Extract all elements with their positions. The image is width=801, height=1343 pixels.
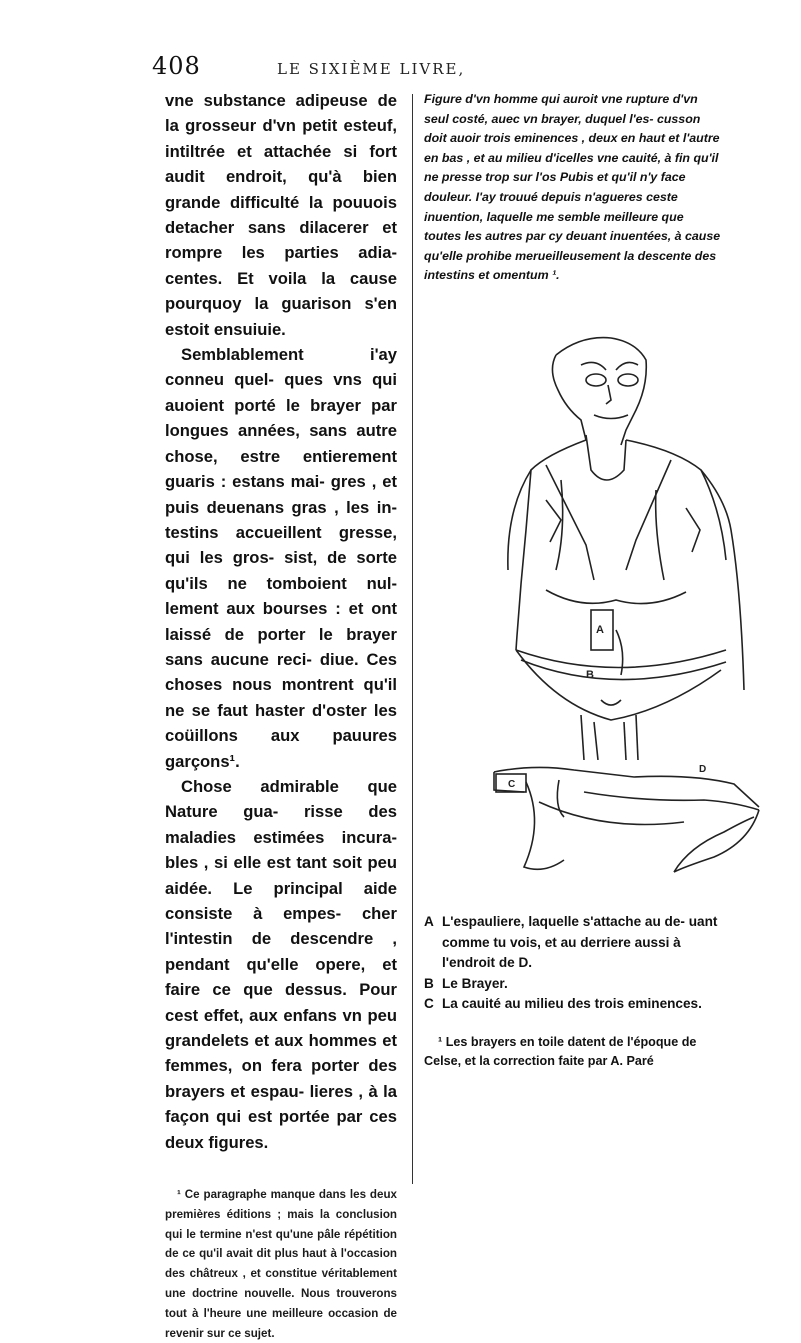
legend-item: [424, 974, 724, 995]
figure-caption: Figure d'vn homme qui auroit vne rupture d'vn seul costé, auec vn brayer, duquel l'es- cusson doit auoir trois eminences , deux en haut et l'autre en bas , et au milieu d'icelles vne cauité, à fin qu'il ne presse trop sur l'os Pubis et qu'il n'y face douleur. I'ay trouué depuis n'agueres ceste inuention, laquelle me semble meilleure que toutes les autres par cy deuant inuentées, à cause qu'elle prohibe merueilleusement la descente des intestins et omentum ¹.: [424, 92, 721, 283]
left-footnote: ¹ Ce paragraphe manque dans les deux premières éditions ; mais la conclusion qui le termine n'est qu'une pâle répétition de ce qu'il avait dit plus haut à l'occasion des châtreux , et constitue véritablement une doctrine nouvelle. Nous trouverons tout à l'heure une meilleure occasion de revenir sur ce sujet.: [165, 1188, 397, 1340]
legend-item: [424, 994, 724, 1015]
paragraph-2: Semblablement i'ay conneu quel- ques vns qui auoient porté le brayer par longues années, sans autre chose, estre entierement guaris : estans mai- gres , et puis deuenans gras , les in- testins accueillent gresse, qui les gros- sist, de sorte qu'ils ne tomboient nul- lement aux bourses : et ont laissé de porter le brayer sans aucune reci- diue. Ces choses nous montrent qu'il ne se faut haster d'oster les coüillons aux pauures garçons¹.: [165, 345, 397, 771]
figure-label-c: C: [508, 779, 516, 790]
legend-text: La cauité au milieu des trois eminences.: [442, 996, 702, 1011]
right-column: [424, 90, 724, 286]
figure-label-b: B: [586, 669, 594, 681]
figure-label-d: D: [699, 764, 707, 775]
figure-label-a: A: [596, 624, 604, 636]
legend-item: [424, 912, 724, 974]
paragraph-1: vne substance adipeuse de la grosseur d'vn petit esteuf, intiltrée et attachée si fort audit endroit, qu'à bien grande difficulté la pouuois detacher sans dilacerer et rompre les parties adia- centes. Et voila la cause pourquoy la guarison s'en estoit ensuiuie.: [165, 91, 397, 339]
left-column: [165, 88, 397, 1343]
running-title: LE SIXIÈME LIVRE,: [277, 60, 466, 78]
column-divider: [412, 94, 413, 1184]
legend-text: L'espauliere, laquelle s'attache au de- uant comme tu vois, et au derriere aussi à l'endroit de D.: [442, 914, 718, 970]
page-number: 408: [152, 52, 201, 80]
legend-text: Le Brayer.: [442, 975, 508, 991]
brayer-detail-illustration: [484, 762, 764, 882]
figure-legend: [424, 912, 724, 1071]
page-header: [152, 52, 712, 86]
torso-figure-illustration: [486, 330, 756, 760]
legend-key: A: [424, 914, 434, 929]
right-footnote: ¹ Les brayers en toile datent de l'époque de Celse, et la correction faite par A. Paré: [424, 1034, 697, 1068]
legend-key: B: [424, 975, 434, 991]
paragraph-3: Chose admirable que Nature gua- risse des maladies estimées incura- bles , si elle est tant soit peu aidée. Le principal aide consiste à empes- cher l'intestin de descendre , pendant qu'elle opere, et faire ce que dessus. Pour cest effet, aux enfans vn peu grandelets et aux hommes et femmes, on fera porter des brayers et espau- lieres , à la façon qui est portée par ces deux figures.: [165, 776, 397, 1152]
legend-key: C: [424, 996, 434, 1011]
main-text: [165, 88, 397, 1155]
